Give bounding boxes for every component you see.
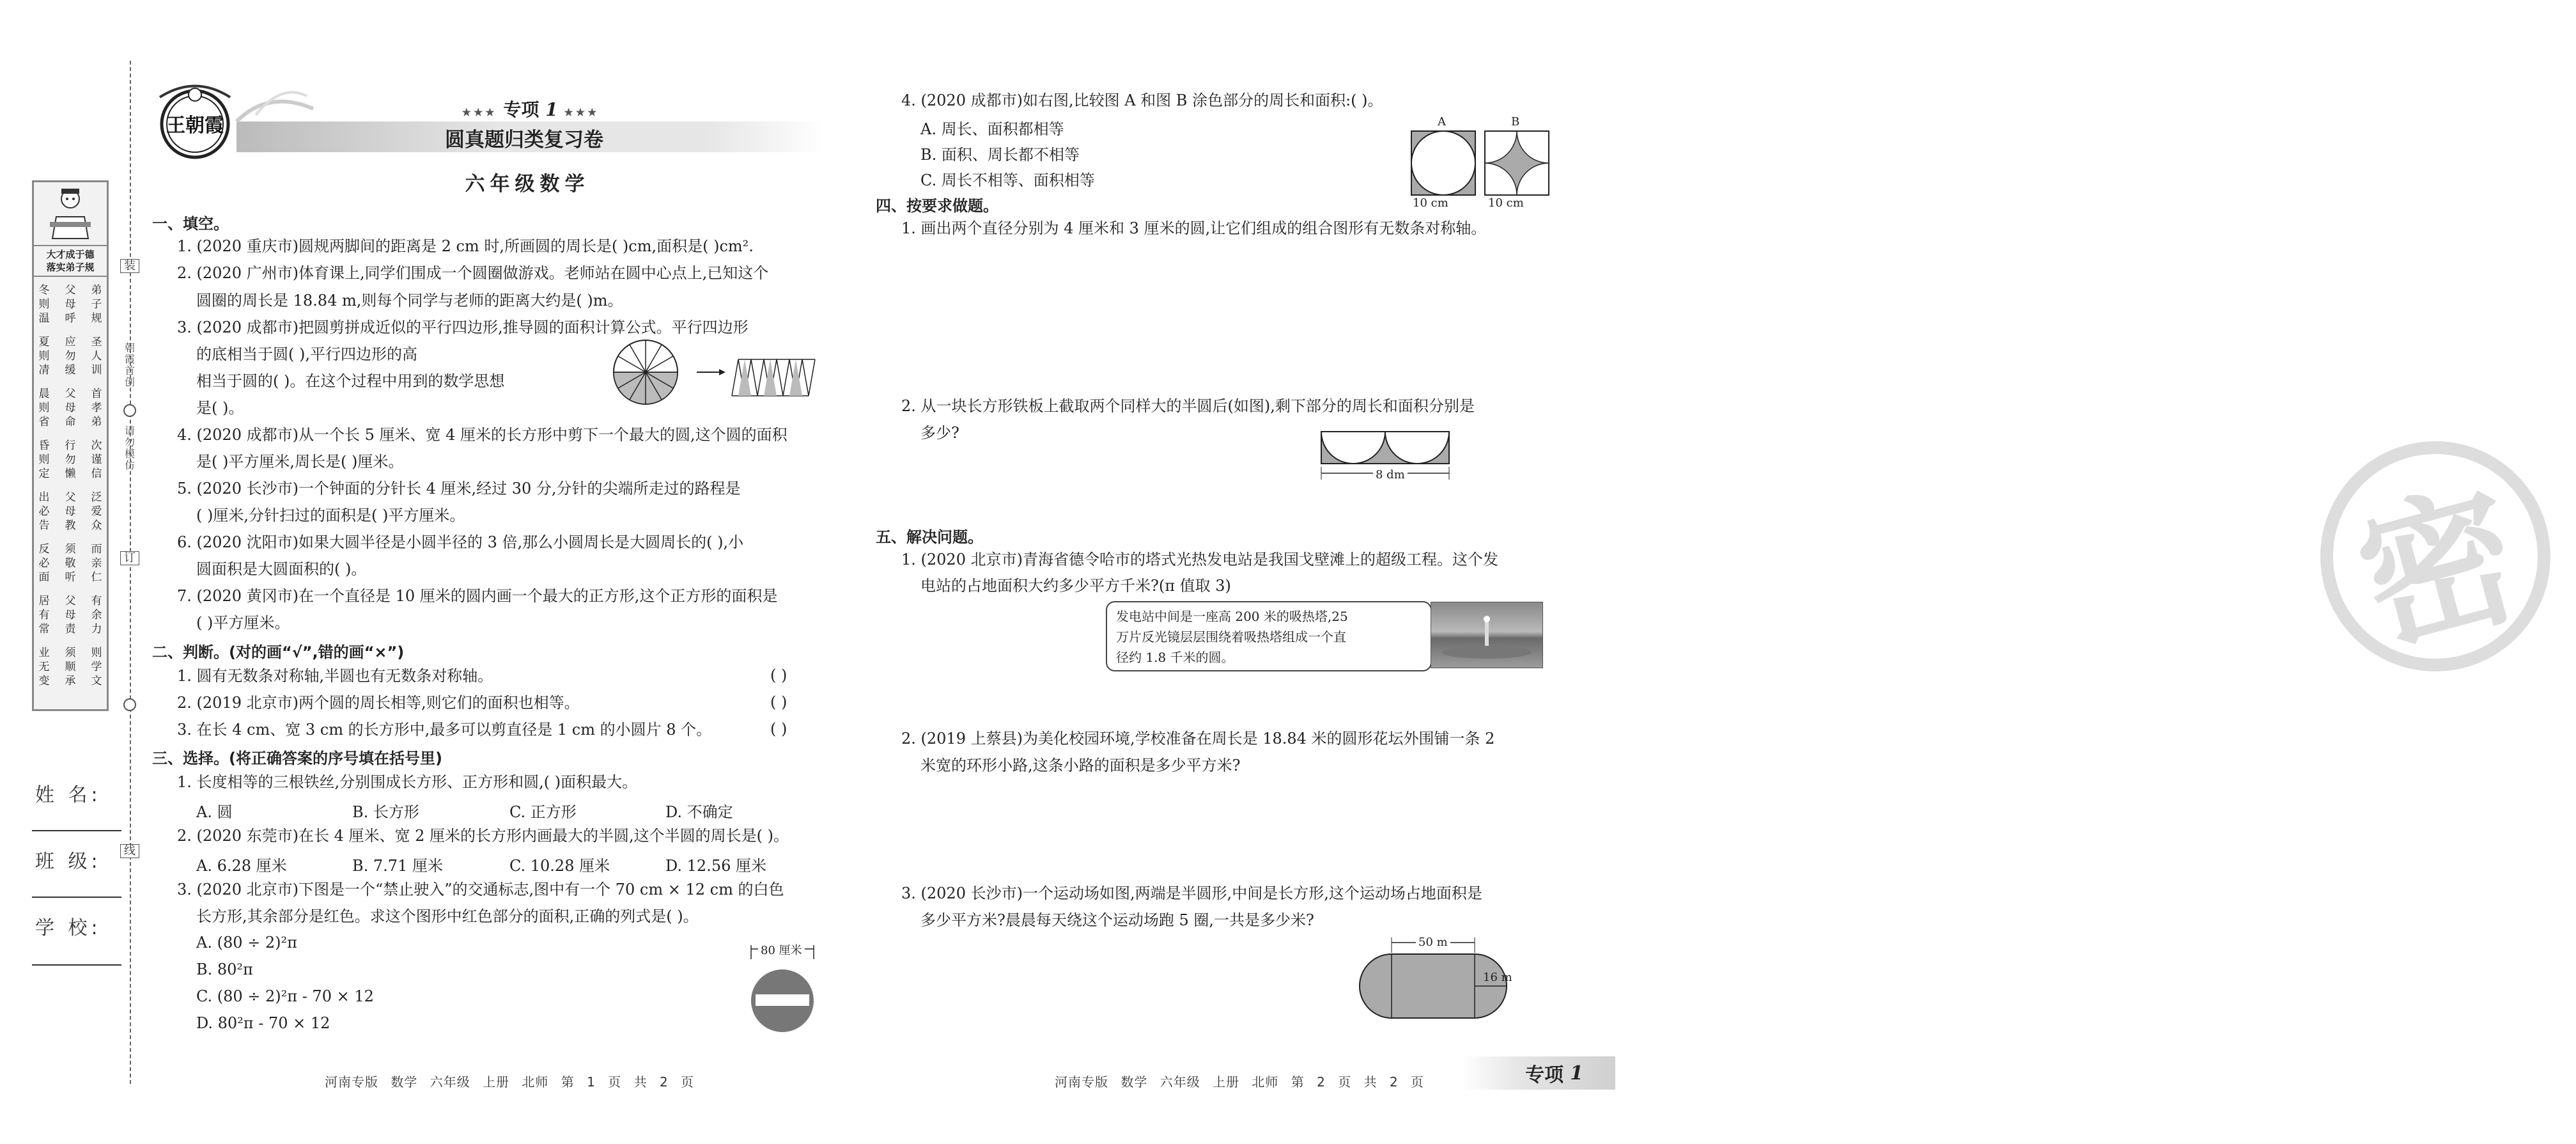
question-text: 圆面积是大圆面积的( )。: [196, 560, 367, 578]
section-heading: 二、判断。(对的画“√”,错的画“×”): [152, 643, 405, 661]
question-text: 长方形,其余部分是红色。求这个图形中红色部分的面积,正确的列式是( )。: [196, 907, 699, 925]
question-text: 4. (2020 成都市)从一个长 5 厘米、宽 4 厘米的长方形中剪下一个最大的圆,这个圆的面积: [177, 426, 788, 444]
binding-label: 线: [120, 844, 139, 858]
motto-line: 大才成于德: [46, 249, 95, 260]
circle-to-parallelogram-figure: [610, 337, 821, 407]
verse-text: 泛爱众: [91, 491, 102, 532]
name-label: 姓 名:: [35, 784, 102, 806]
verse-text: 次谨信: [91, 439, 102, 480]
series-number: 1: [545, 99, 558, 120]
option-a: A. 周长、面积都相等: [920, 120, 1064, 138]
verse-text: 父母责: [65, 595, 76, 636]
question-text: ( )平方厘米。: [196, 614, 290, 632]
binding-note: 朝霞首创: [124, 341, 135, 388]
info-text: 万片反光镜层层围绕着吸热塔组成一个直: [1116, 629, 1346, 645]
verse-text: 居有常: [38, 595, 50, 636]
verse-text: 须敬听: [65, 543, 76, 584]
plate-length-label: 8 dm: [1373, 468, 1408, 482]
scholar-figure-icon: [34, 182, 107, 245]
motto-line: 落实弟子规: [46, 262, 95, 273]
option-d: D. 12.56 厘米: [665, 857, 766, 875]
verse-text: 而亲仁: [91, 543, 102, 584]
verse-text: 须顺承: [65, 646, 76, 687]
verse-text: 首孝弟: [91, 388, 102, 428]
verse-text: 应勿缓: [65, 336, 76, 377]
verse-text: 父母命: [65, 388, 76, 428]
sign-width-label: 80 厘米: [758, 941, 805, 958]
question-text: 3. (2020 成都市)把圆剪拼成近似的平行四边形,推导圆的面积计算公式。平行四边形: [177, 318, 749, 336]
option-a: A. 6.28 厘米: [196, 857, 287, 875]
verse-row: [36, 283, 104, 325]
motto-heading: [34, 245, 107, 277]
info-text: 径约 1.8 千米的圆。: [1116, 650, 1234, 665]
question-text: 3. (2020 北京市)下图是一个“禁止驶入”的交通标志,图中有一个 70 cm × 12 cm 的白色: [177, 881, 784, 898]
question-text: 是( )平方厘米,周长是( )厘米。: [196, 453, 404, 471]
page-footer: 河南专版 数学 六年级 上册 北师 第 1 页 共 2 页: [325, 1074, 695, 1090]
option-b: B. 7.71 厘米: [352, 857, 443, 875]
question-text: 5. (2020 长沙市)一个钟面的分针长 4 厘米,经过 30 分,分针的尖端所走过的路程是: [177, 480, 741, 498]
series-tag-text: 专项: [1525, 1064, 1564, 1086]
question-text: 4. (2020 成都市)如右图,比较图 A 和图 B 涂色部分的周长和面积:( )。: [901, 91, 1383, 109]
figure-a-label: A: [1438, 115, 1446, 129]
question-text: 1. 画出两个直径分别为 4 厘米和 3 厘米的圆,让它们组成的组合图形有无数条对称轴。: [901, 219, 1487, 237]
option-b: B. 面积、周长都不相等: [920, 146, 1080, 164]
brand-logo-icon: [153, 78, 237, 161]
stars-decoration: ★★★: [462, 106, 497, 118]
binding-label: 订: [120, 551, 139, 565]
question-text: 电站的占地面积大约多少平方千米?(π 值取 3): [920, 577, 1231, 595]
answer-paren[interactable]: ( ): [770, 693, 788, 711]
verse-row: [36, 335, 104, 377]
figure-a-dimension: 10 cm: [1413, 196, 1448, 210]
section-heading: 五、解决问题。: [876, 528, 983, 546]
question-text: 6. (2020 沈阳市)如果大圆半径是小圆半径的 3 倍,那么小圆周长是大圆周长的( ),小: [177, 533, 744, 551]
verse-text: 夏则凊: [38, 336, 50, 377]
binding-label: 装: [120, 259, 139, 273]
info-bubble: [1106, 601, 1432, 671]
page-footer: 河南专版 数学 六年级 上册 北师 第 2 页 共 2 页: [1055, 1074, 1425, 1090]
class-label: 班 级:: [35, 850, 102, 873]
option-a: A. (80 ÷ 2)²π: [196, 934, 297, 952]
option-b: B. 80²π: [196, 960, 253, 978]
verse-text: 业无变: [38, 646, 50, 687]
option-b: B. 长方形: [352, 803, 419, 821]
brand-text: 王朝霞: [166, 114, 224, 137]
series-tag-number: 1: [1570, 1062, 1583, 1085]
shaded-figures-ab: [1411, 131, 1578, 201]
question-text: 相当于圆的( )。在这个过程中用到的数学思想: [196, 372, 505, 390]
verse-text: 有余力: [91, 595, 102, 636]
binding-hole: [123, 698, 136, 711]
verse-text: 父母呼: [65, 284, 76, 325]
option-c: C. 10.28 厘米: [509, 857, 610, 875]
verse-list: [34, 277, 107, 694]
subject-title: 六年级数学: [465, 173, 590, 196]
question-text: 7. (2020 黄冈市)在一个直径是 10 厘米的圆内画一个最大的正方形,这个正方形的面积是: [177, 587, 778, 605]
section-heading: 一、填空。: [152, 215, 229, 233]
verse-text: 行勿懒: [65, 439, 76, 480]
option-c: C. 正方形: [509, 803, 577, 821]
judge-item: 2. (2019 北京市)两个圆的周长相等,则它们的面积也相等。: [177, 694, 580, 712]
question-text: 是( )。: [196, 399, 244, 417]
question-text: 2. 从一块长方形铁板上截取两个同样大的半圆后(如图),剩下部分的周长和面积分别是: [901, 397, 1475, 415]
school-label: 学 校:: [35, 917, 102, 939]
question-text: 的底相当于圆( ),平行四边形的高: [196, 345, 417, 363]
left-page: [0, 0, 818, 1144]
series-tag: [1462, 1056, 1615, 1090]
section-heading: 四、按要求做题。: [876, 197, 998, 215]
power-station-photo: [1431, 602, 1543, 668]
question-text: ( )厘米,分针扫过的面积是( )平方厘米。: [196, 506, 465, 524]
info-text: 发电站中间是一座高 200 米的吸热塔,25: [1116, 609, 1348, 624]
question-text: 圆圈的周长是 18.84 m,则每个同学与老师的距离大约是( )m。: [196, 292, 623, 310]
answer-paren[interactable]: ( ): [770, 666, 788, 684]
judge-item: 1. 圆有无数条对称轴,半圆也有无数条对称轴。: [177, 667, 493, 685]
field-length-label: 50 m: [1416, 936, 1450, 949]
confidential-watermark: 密: [2295, 416, 2576, 698]
ribbon-decoration: [230, 83, 320, 128]
question-text: 多少?: [920, 424, 959, 442]
verse-text: 父母教: [65, 491, 76, 532]
series-label: [435, 96, 626, 121]
binding-note: 请勿模仿: [124, 425, 135, 471]
question-text: 1. 长度相等的三根铁丝,分别围成长方形、正方形和圆,( )面积最大。: [177, 773, 638, 791]
question-text: 米宽的环形小路,这条小路的面积是多少平方米?: [920, 756, 1241, 774]
verse-text: 弟子规: [91, 284, 102, 325]
verse-text: 则学文: [91, 646, 102, 687]
field-radius-label: 16 m: [1483, 971, 1512, 984]
question-text: 1. (2020 重庆市)圆规两脚间的距离是 2 cm 时,所画圆的周长是( )cm,面积是( )cm².: [177, 237, 754, 255]
option-c: C. 周长不相等、面积相等: [920, 171, 1095, 189]
verse-row: [36, 646, 104, 688]
binding-hole: [123, 404, 136, 417]
verse-row: [36, 594, 104, 636]
option-a: A. 圆: [196, 803, 233, 821]
section-heading: 三、选择。(将正确答案的序号填在括号里): [152, 749, 442, 767]
name-field[interactable]: [32, 830, 121, 831]
verse-text: 冬则温: [38, 284, 50, 325]
verse-row: [36, 387, 104, 429]
verse-row: [36, 542, 104, 584]
option-c: C. (80 ÷ 2)²π - 70 × 12: [196, 987, 374, 1005]
question-text: 3. (2020 长沙市)一个运动场如图,两端是半圆形,中间是长方形,这个运动场占地面积是: [901, 884, 1482, 902]
figure-b-dimension: 10 cm: [1488, 196, 1524, 210]
exam-title: 圆真题归类复习卷: [445, 129, 603, 152]
stars-decoration: ★★★: [564, 106, 600, 118]
option-d: D. 80²π - 70 × 12: [196, 1014, 330, 1032]
verse-row: [36, 490, 104, 533]
judge-item: 3. 在长 4 cm、宽 3 cm 的长方形中,最多可以剪直径是 1 cm 的小圆片 8 个。: [177, 721, 712, 739]
question-text: 2. (2019 上蔡县)为美化校园环境,学校准备在周长是 18.84 米的圆形花坛外围铺一条 2: [901, 730, 1495, 748]
right-page: [857, 0, 2536, 1144]
question-text: 2. (2020 东莞市)在长 4 厘米、宽 2 厘米的长方形内画最大的半圆,这个半圆的周长是( )。: [177, 827, 789, 845]
verse-text: 昏则定: [38, 439, 50, 480]
verse-row: [36, 439, 104, 481]
verse-text: 反必面: [38, 543, 50, 584]
option-d: D. 不确定: [665, 803, 733, 821]
verse-text: 晨则省: [38, 388, 50, 428]
answer-paren[interactable]: ( ): [770, 720, 788, 738]
binding-line: [130, 61, 131, 1084]
verse-text: 出必告: [38, 491, 50, 532]
motto-sidebar: [32, 180, 109, 711]
class-field[interactable]: [32, 897, 121, 898]
figure-b-label: B: [1511, 115, 1520, 129]
verse-text: 圣人训: [91, 336, 102, 377]
question-text: 2. (2020 广州市)体育课上,同学们围成一个圆圈做游戏。老师站在圆中心点上,已知这个: [177, 264, 769, 282]
series-name: 专项: [503, 99, 539, 120]
question-text: 多少平方米?晨晨每天绕这个运动场跑 5 圈,一共是多少米?: [920, 911, 1314, 929]
question-text: 1. (2020 北京市)青海省德令哈市的塔式光热发电站是我国戈壁滩上的超级工程。这个发: [901, 551, 1498, 568]
school-field[interactable]: [32, 964, 121, 966]
